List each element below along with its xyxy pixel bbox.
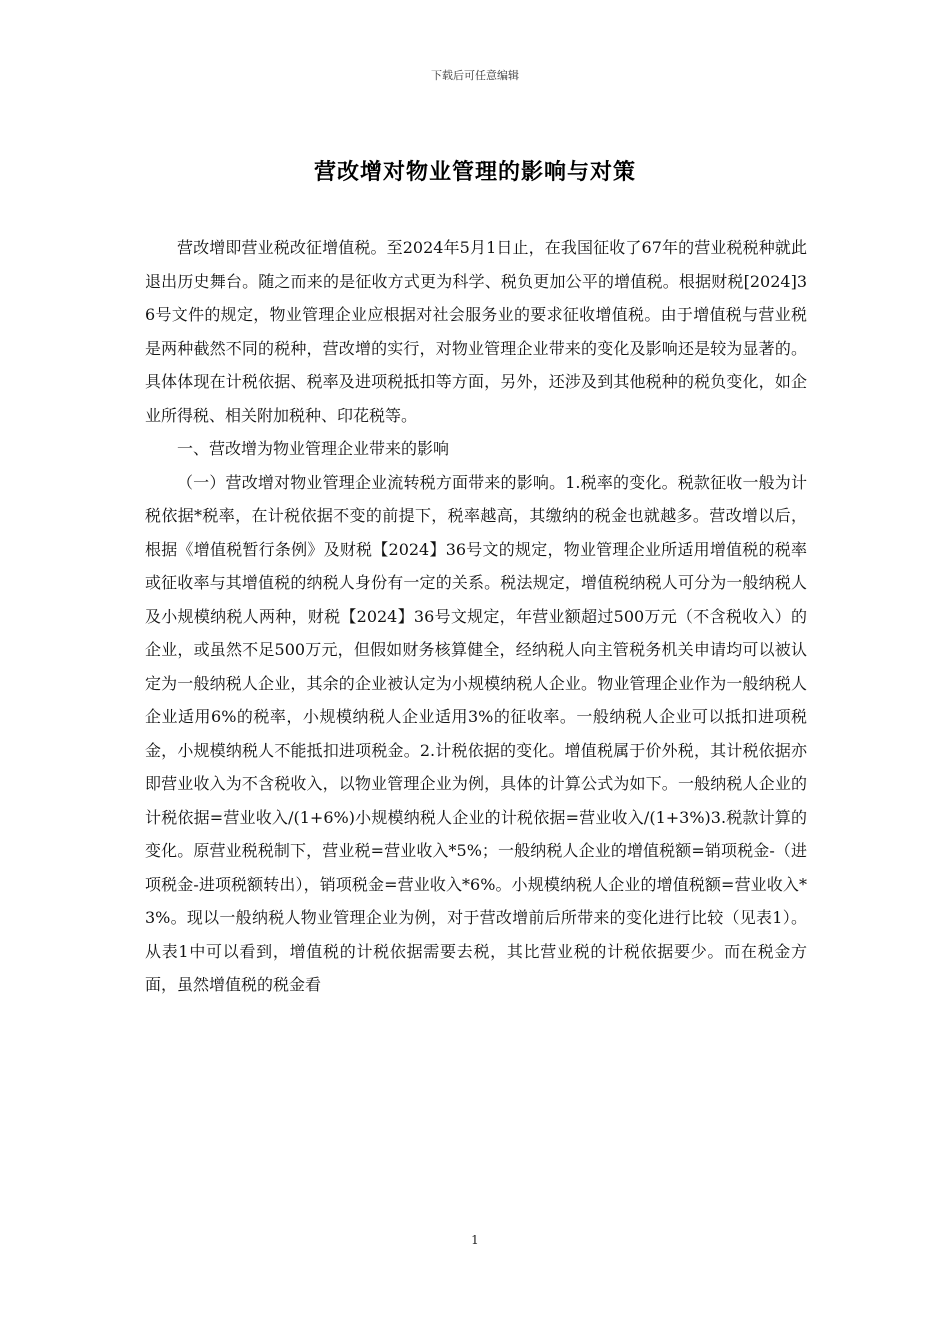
paragraph-impact: （一）营改增对物业管理企业流转税方面带来的影响。1.税率的变化。税款征收一般为计税依据*税率，在计税依据不变的前提下，税率越高，其缴纳的税金也就越多。营改增以后，根据《增值税暂行条例》及财税【2024】36号文的规定，物业管理企业所适用增值税的税率或征收率与其增值税的纳税人身份有一定的关系。税法规定，增值税纳税人可分为一般纳税人及小规模纳税人两种，财税【2024】36号文规定，年营业额超过500万元（不含税收入）的企业，或虽然不足500万元，但假如财务核算健全，经纳税人向主管税务机关申请均可以被认定为一般纳税人企业，其余的企业被认定为小规模纳税人企业。物业管理企业作为一般纳税人企业适用6%的税率，小规模纳税人企业适用3%的征收率。一般纳税人企业可以抵扣进项税金，小规模纳税人不能抵扣进项税金。2.计税依据的变化。增值税属于价外税，其计税依据亦即营业收入为不含税收入，以物业管理企业为例，具体的计算公式为如下。一般纳税人企业的计税依据=营业收入/(1+6%)小规模纳税人企业的计税依据=营业收入/(1+3%)3.税款计算的变化。原营业税税制下，营业税=营业收入*5%；一般纳税人企业的增值税额=销项税金-（进项税金-进项税额转出），销项税金=营业收入*6%。小规模纳税人企业的增值税额=营业收入*3%。现以一般纳税人物业管理企业为例，对于营改增前后所带来的变化进行比较（见表1）。从表1中可以看到，增值税的计税依据需要去税，其比营业税的计税依据要少。而在税金方面，虽然增值税的税金看 xyxy=(145,472,807,994)
section-heading: 一、营改增为物业管理企业带来的影响 xyxy=(177,439,450,458)
document-body xyxy=(145,231,807,1002)
header-note: 下载后可任意编辑 xyxy=(431,69,519,82)
document-title: 营改增对物业管理的影响与对策 xyxy=(313,159,636,185)
paragraph-intro: 营改增即营业税改征增值税。至2024年5月1日止，在我国征收了67年的营业税税种就此退出历史舞台。随之而来的是征收方式更为科学、税负更加公平的增值税。根据财税[2024]36号文件的规定，物业管理企业应根据对社会服务业的要求征收增值税。由于增值税与营业税是两种截然不同的税种，营改增的实行，对物业管理企业带来的变化及影响还是较为显著的。具体体现在计税依据、税率及进项税抵扣等方面，另外，还涉及到其他税种的税负变化，如企业所得税、相关附加税种、印花税等。 xyxy=(145,238,807,425)
page-number: 1 xyxy=(471,1233,479,1247)
